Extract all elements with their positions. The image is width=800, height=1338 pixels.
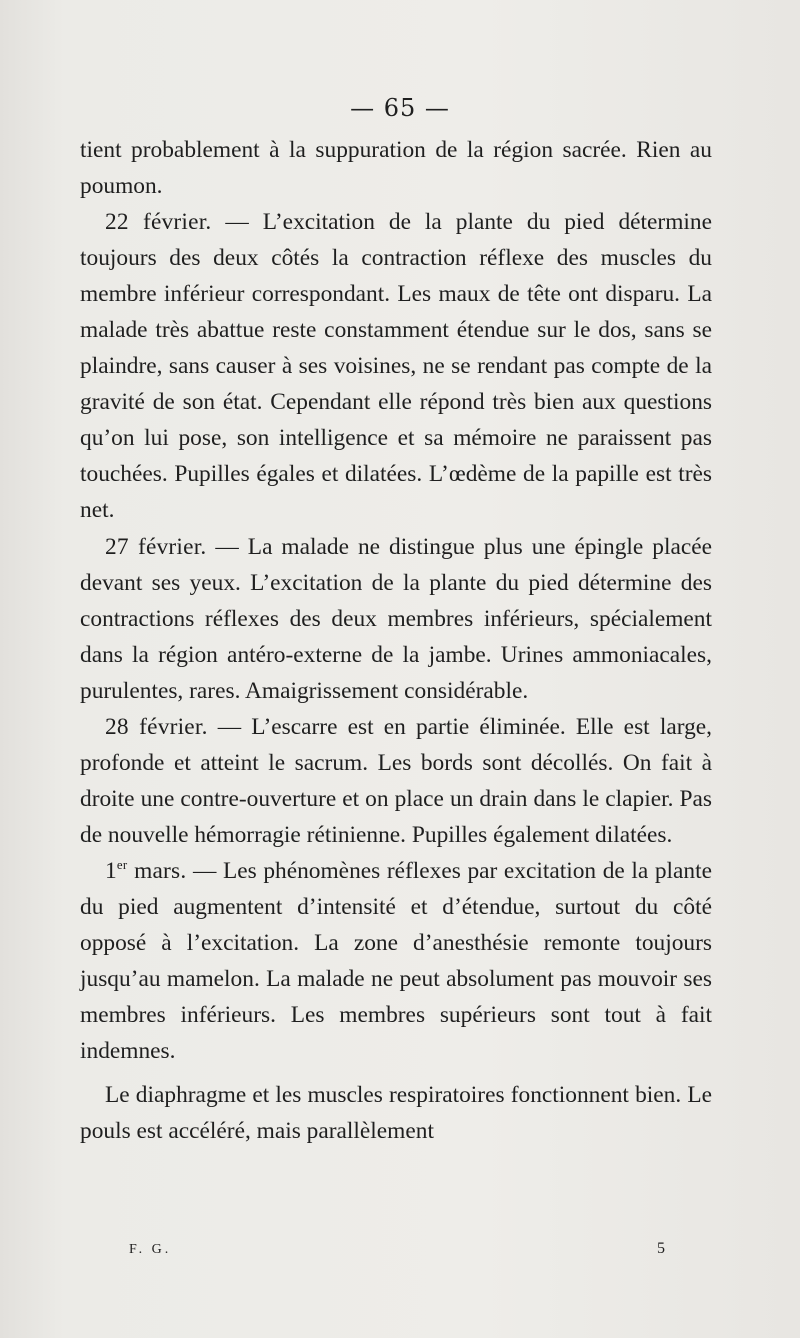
paragraph-text: tient probablement à la suppuration de la région sacrée. Rien au poumon. bbox=[80, 137, 712, 200]
page-footer bbox=[0, 1240, 800, 1264]
paragraph-continuation bbox=[80, 132, 712, 204]
entry-date: 22 février. bbox=[105, 209, 212, 236]
paragraph-text: Le diaphragme et les muscles respiratoires fonctionnent bien. Le pouls est accéléré, mais parallèlement bbox=[80, 1082, 712, 1145]
paragraph-22-fevrier bbox=[80, 204, 712, 528]
entry-date bbox=[105, 858, 186, 884]
entry-date-superscript: er bbox=[116, 857, 128, 872]
page-number: — 65 — bbox=[350, 94, 450, 122]
paragraph-text: — L’excitation de la plante du pied détermine toujours des deux côtés la contraction réflexe des muscles du membre inférieur correspondant. Les maux de tête ont disparu. La malade très abattue reste constamment étendue sur le dos, sans se plaindre, sans causer à ses voisines, ne se rendant pas compte de la gravité de son état. Cependant elle répond très bien aux questions qu’on lui pose, son intelligence et sa mémoire ne paraissent pas touchées. Pupilles égales et dilatées. L’œdème de la papille est très net. bbox=[80, 209, 712, 524]
sheet-number: 5 bbox=[657, 1240, 665, 1257]
entry-date-month: mars. bbox=[127, 857, 187, 884]
paragraph-text: — La malade ne distingue plus une épingle placée devant ses yeux. L’excitation de la plante du pied détermine des contractions réflexes des deux membres inférieurs, spécialement dans la région antéro-externe de la jambe. Urines ammoniacales, purulentes, rares. Amaigrissement considérable. bbox=[80, 533, 712, 704]
signature-mark: F. G. bbox=[129, 1242, 172, 1257]
paragraph-28-fevrier bbox=[80, 709, 712, 853]
paragraph-27-fevrier bbox=[80, 529, 712, 709]
paragraph-diaphragme bbox=[80, 1077, 712, 1149]
entry-date-day: 1 bbox=[105, 857, 117, 884]
body-text bbox=[80, 132, 712, 1149]
paragraph-1er-mars bbox=[80, 853, 712, 1069]
entry-date: 28 février. bbox=[105, 713, 208, 740]
paragraph-text: — Les phénomènes réflexes par excitation de la plante du pied augmentent d’intensité et d’étendue, surtout du côté opposé à l’excitation. La zone d’anesthésie remonte toujours jusqu’au mamelon. La malade ne peut absolument pas mouvoir ses membres inférieurs. Les membres supérieurs sont tout à fait indemnes. bbox=[80, 857, 712, 1065]
entry-date: 27 février. bbox=[105, 533, 207, 560]
paragraph-text: — L’escarre est en partie éliminée. Elle est large, profonde et atteint le sacrum. Les bords sont décollés. On fait à droite une contre-ouverture et on place un drain dans le clapier. Pas de nouvelle hémorragie rétinienne. Pupilles également dilatées. bbox=[80, 713, 712, 848]
